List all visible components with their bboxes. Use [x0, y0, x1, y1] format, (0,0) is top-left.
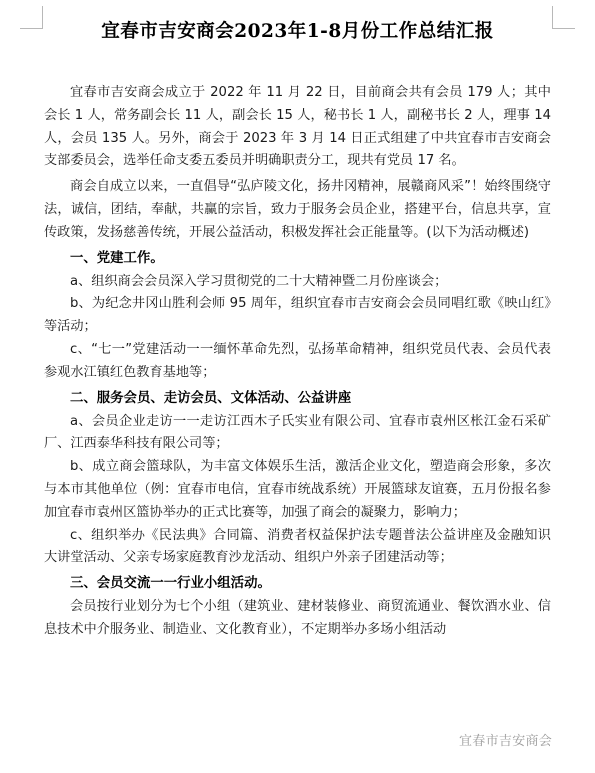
section-2-item-a: a、会员企业走访一一走访江西木子氏实业有限公司、宜春市袁州区枨江金石采矿厂、江西泰华科技有限公司等；	[44, 413, 551, 452]
document-page	[44, 20, 551, 642]
crop-mark-top-right	[552, 6, 575, 29]
section-3-heading: 三、会员交流一一行业小组活动。	[70, 576, 271, 592]
section-1-item-b: b、为纪念井冈山胜利会师 95 周年，组织宜春市吉安商会会员同唱红歌《映山红》等活动；	[44, 296, 551, 335]
section-1-item-c: c、“七一”党建活动一一缅怀革命先烈，弘扬革命精神，组织党员代表、会员代表参观水江镇红色教育基地等；	[44, 341, 551, 380]
intro-paragraph-1: 宜春市吉安商会成立于 2022 年 11 月 22 日，目前商会共有会员 179 人；其中会长 1 人，常务副会长 11 人，副会长 15 人，秘书长 1 人，副秘书长 2 人，理事 14 人，会员 135 人。另外，商会于 2023 年 3 月 14 日正式组建了中共宜春市吉安商会支部委员会，选举任命支委五委员并明确职责分工，现共有党员 17 名。	[44, 85, 551, 169]
section-2-item-b: b、成立商会篮球队，为丰富文体娱乐生活，激活企业文化，塑造商会形象，多次与本市其他单位（例：宜春市电信，宜春市统战系统）开展篮球友谊赛，五月份报名参加宜春市袁州区篮协举办的正式比赛等，加强了商会的凝聚力，影响力；	[44, 459, 551, 520]
section-1-heading: 一、党建工作。	[70, 250, 164, 266]
section-3-body: 会员按行业划分为七个小组（建筑业、建材装修业、商贸流通业、餐饮酒水业、信息技术中介服务业、制造业、文化教育业），不定期举办多场小组活动	[44, 599, 551, 637]
section-2-heading: 二、服务会员、走访会员、文体活动、公益讲座	[70, 390, 352, 406]
watermark: 宜春市吉安商会	[455, 728, 556, 751]
document-title: 宜春市吉安商会2023年1-8月份工作总结汇报	[101, 21, 494, 42]
section-2-item-c: c、组织举办《民法典》合同篇、消费者权益保护法专题普法公益讲座及金融知识大讲堂活动、父亲专场家庭教育沙龙活动、组织户外亲子团建活动等；	[44, 527, 551, 566]
section-1-item-a: a、组织商会会员深入学习贯彻党的二十大精神暨二月份座谈会；	[70, 273, 448, 289]
intro-paragraph-2: 商会自成立以来，一直倡导“弘庐陵文化，扬井冈精神，展赣商风采”！始终围绕守法，诚信，团结，奉献，共赢的宗旨，致力于服务会员企业，搭建平台，信息共享，宣传政策，发扬慈善传统，开展公益活动，积极发挥社会正能量等。(以下为活动概述)	[44, 179, 551, 240]
crop-mark-top-left	[20, 6, 43, 29]
